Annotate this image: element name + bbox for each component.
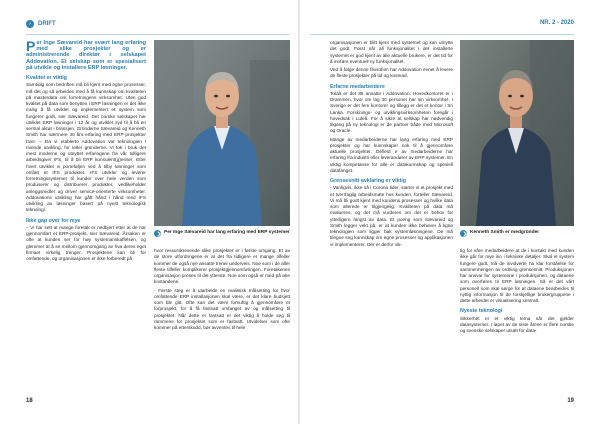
body-paragraph: Totalt er det 85 ansatte i Addovation. Hovedkontoret er i Drammen, hvor om lag 30 personer har sin virksomhet. I Sverige er det fem kontorer og tillegg er det et kontor i Sri Lanka. Forsknings- og utviklingsvirksomheten foregår i hovedsak i Luleå. For å sikre at selskap har nødvendig tilgang på ny teknologi er de partner både med Microsoft og Oracle. <box>330 90 453 134</box>
subheading-scope: Ikke gap over for mye <box>26 217 81 224</box>
page-number-right: 19 <box>567 398 574 404</box>
right-column-2 <box>460 248 574 336</box>
portrait-image <box>460 40 574 226</box>
body-paragraph: Samtidig som bedriften må bli kjent med egne prosesser, må det og så arbeides med å få kunnskap om kvaliteten på masterdata om forretningens virksomhet. Uten god kvalitet på data som benyttes i ERP løsningen er det ikke mulig å få utviklet og implementert et system som fungerer godt, sier Sævareid. Det norske selskapet har utviklet ERP løsninger i 12 år og utviklet syd til å bli en sentral aktør i bransjen. Gründerne Sævareid og Kenneth Smith har nærmere 30 års erfaring med ERP prosjekter hver. – Da vi etablerte Addovation var teknologien i rivende utvikling, for teller gründerne. Vi tok i bruk det mest moderne og utnyttet erfaringene fra vår tidligere arbeidsgiver IFS, til å bli ERP konsulent(g)enser. Etter hvert utviklet vi porteføljen ved å tilby løsninger som omfatt et IFS produktet. IFS utvikler og leverer forretningssystemer til kunder over hele verden som produserer og distribuerer produkter, vedlikeholder anleggsmidler og driver service-orienterte virksomheter. Addovations utvikling har gått hånd i hånd med IFS utvikling av løsninger basert på nyest teknologisk teknologi. <box>26 82 146 213</box>
left-column-1 <box>26 40 146 264</box>
right-column-1 <box>330 40 453 250</box>
caption-arrow-icon <box>154 230 161 237</box>
section-label: DRIFT <box>38 21 56 27</box>
subheading-staff: Erfarne medarbeidere <box>330 83 385 90</box>
portrait-image <box>154 40 290 226</box>
subheading-interface: Grensesnitt avklaring er viktig <box>330 178 406 184</box>
body-paragraph: hvor ressurskrevende slike prosjekter er i første omgang. Et av de store utfordringene er at det fra tidligere er mange tilfeller kommer de også nye ansatte trener underveis. Noe som i de aller fleste tilfeller komplikerer prosjektgjennomføringen. Foretakenes organisasjon preses til det ytterste. Noe som også er med på øke kostandene. <box>154 248 291 285</box>
header-rule <box>310 34 574 35</box>
body-paragraph: - Vanligvis, ikke så i Corona tider, starter vi et prosjekt med et tverrfaglig arbeidsmøte hos kunden, forteller Sævareid. Vi må bli godt kjent med kundens prosesser og hvilke data som allerede er tilgjengelig. Kvaliteten på data må evalueres, og det må vurderes om det er behov for ytterligere fangst av data. Et poeng som Sævareid og Smith legger vekt på, er at kunden ikke behøver å ligne teknologien som ligger bak systemløsningene. De må tilegne seg kunnskap om egne prosesser og applikasjonen vi implementerer. Der er derfor vik- <box>330 185 453 247</box>
section-header <box>26 20 56 28</box>
left-column-2 <box>154 248 290 333</box>
body-paragraph: Mange av medarbeiderne har lang erfaring med ERP prosjekter og har kunnskaper nok til å gjennomføre aktuelle prosjekter. Deflest e av medarbeiderne har erfaring fra industri eller leverandører av ERP systemer. En viktig kompetanse for alle er datakunnskap og spesiell datafangst. <box>330 136 453 173</box>
photo-caption-left: Per Inge Sævareid har lang erfaring med ERP systemer <box>154 230 290 237</box>
drop-cap: P <box>26 38 36 54</box>
body-paragraph: – Vi har sett at mange foretak er nedbjert etter at de har gjennomført et ERP-prosjekt, sier Sævareid. Årsaken er ofte at kunden ser for høy systemanskaffelsen, og glemmer at å se mellom gjennomgang av hva deres eget firmaet virkelig trenger. Prosjektene kan bli for omfattende, og organisasjonen er ikke forberedt på <box>26 224 146 262</box>
body-paragraph: Ved å følge denne filosofien har Addovation evnet å levere de fleste prosjekter på tid og kostnad. <box>330 67 453 79</box>
photo-per-inge <box>154 40 290 226</box>
body-paragraph: - Første steg er å utarbeide en realistisk målsetting for hvor omfattende ERP installasjonen skal være, er det klare budsjett som blir gitt. Ofte kan det være fornuftig å gjennomføre et forprosjekt, for å få fastsatt omfanget av og målsetting til prosjektet. Når dette er fastsatt er det viktig å holde seg til rammene for prosjektet som er fastsatt. Utvidelser som ofte kommer på etterskudd, bør avventes til hele <box>154 287 290 330</box>
body-paragraph: Sikkerhet er et viktig tema når det gjelder datasystemer. I løpet av de siste årene er flere norske og svenske selskaper utsatt for data- <box>460 315 574 333</box>
header-rule <box>26 34 290 35</box>
body-paragraph: tig for våre medarbeidere at de i kontakt med kunden ikke går for mye inn i tekniske detaljer. Skal et system fungere godt, må de involverte ha klar forståelse for sammenhengen av ordning grensesnitt. Produksjonen har ansvar for systemene i produksjonen, og dataene som overføres til ERP løsningen. Så er det vårt personell som skal sørge for at dataene bearbeides til nyttig informasjon til de forskjellige brukergruppene i dette arbeidet er visualisering sentralt. <box>460 248 574 303</box>
subheading-quality: Kvalitet er viktig <box>26 75 67 82</box>
photo-kenneth-smith <box>460 40 574 226</box>
issue-number: NR. 2 - 2020 <box>539 20 574 26</box>
body-paragraph: organisasjonen er blitt kjent med systemet og kan utnytte det godt. Først når all funksjonalitet i det installerte systemet er god kjent av alle aktuelle brukere, er det tid for å innføre eventuell ny funksjonalitet. <box>330 40 453 64</box>
subheading-technology: Nyeste teknologi <box>460 308 503 315</box>
page-number-left: 18 <box>26 398 33 404</box>
intro-paragraph: Per Inge Sævareid har svært lang erfaring med slike prosjekter og er administrerende direktør i selskapet Addovation. Et selskap som er spesialisert på utvikle og installere ERP løsninger. <box>26 38 146 71</box>
photo-caption-right: Kenneth Smith er medgründer <box>460 230 574 237</box>
right-page <box>300 0 600 424</box>
caption-arrow-icon <box>460 230 467 237</box>
section-badge-icon: › <box>26 20 34 28</box>
